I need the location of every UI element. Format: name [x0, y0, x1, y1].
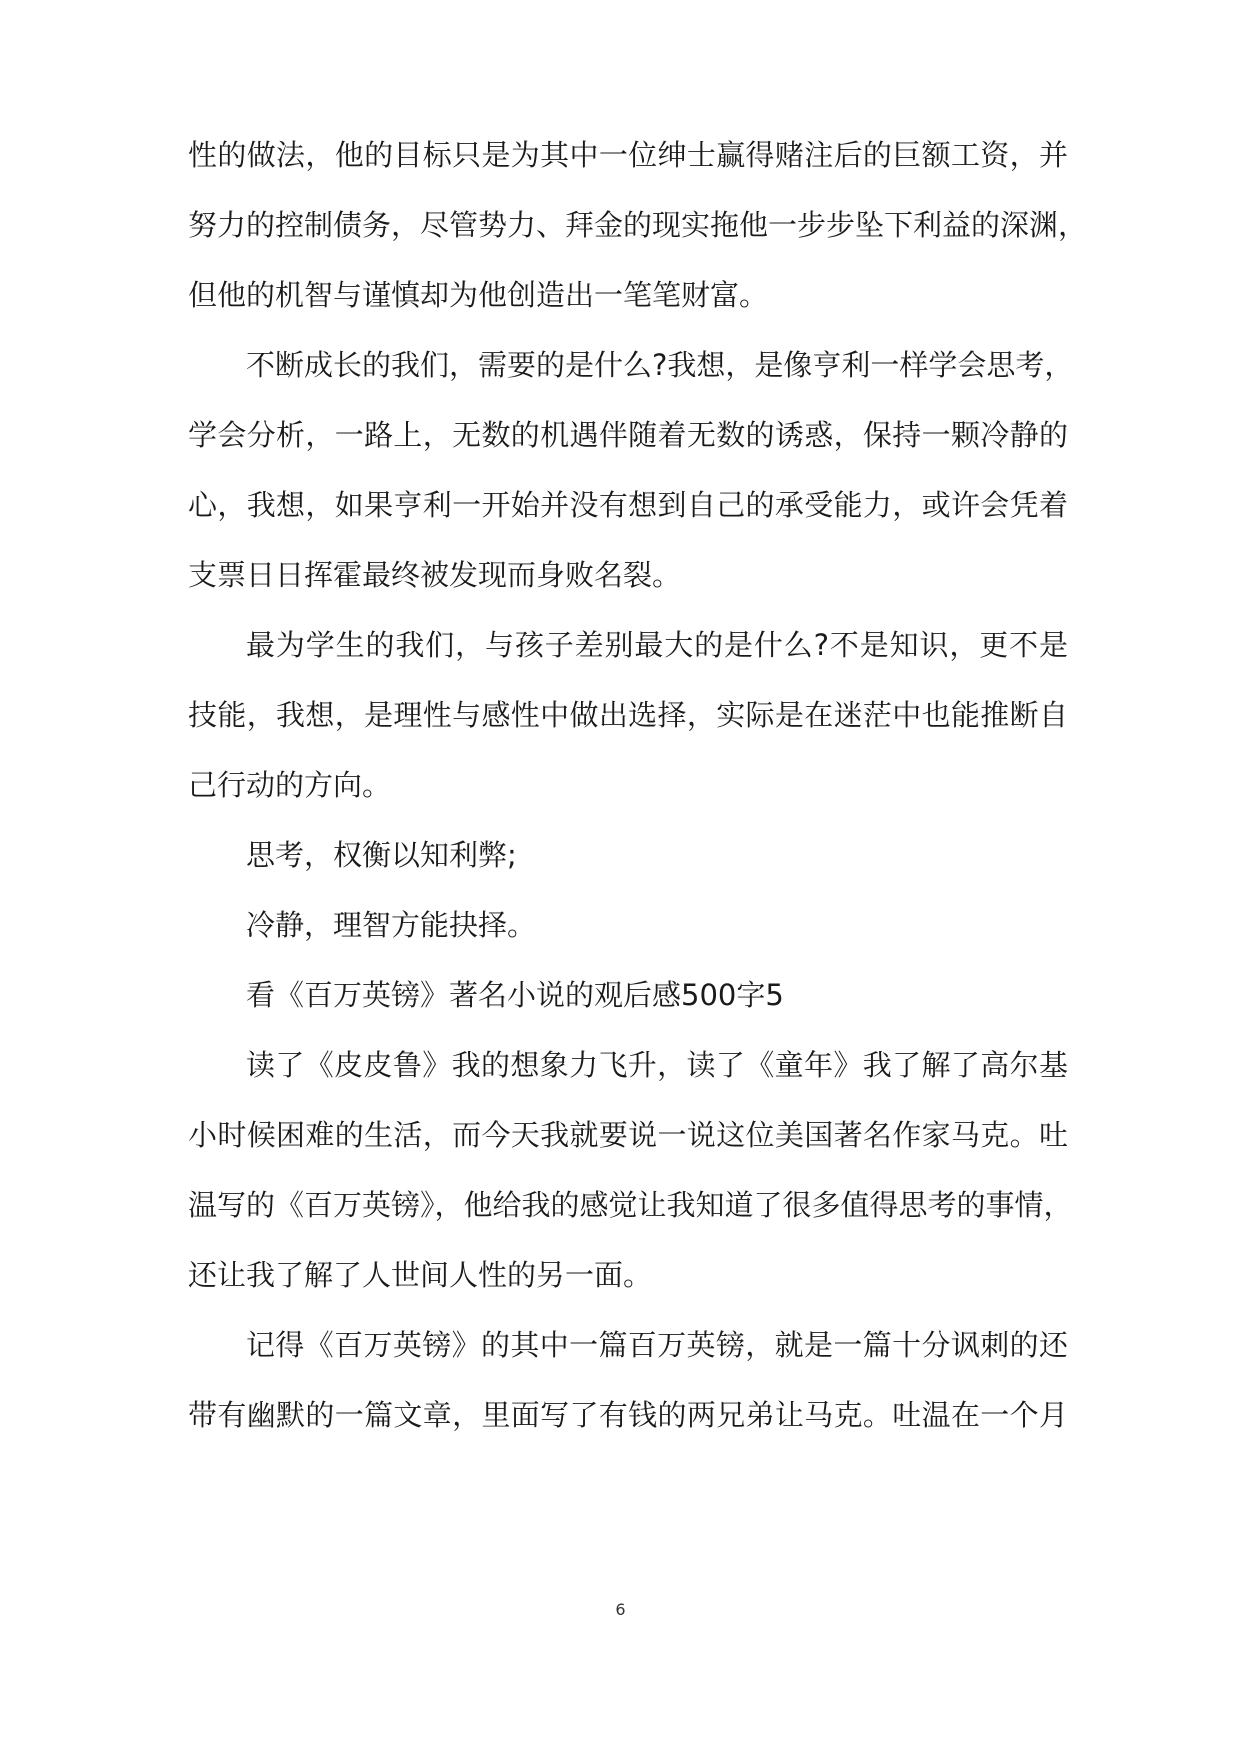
page-number: 6 — [615, 1600, 626, 1619]
text-line-2: 努力的控制债务，尽管势力、拜金的现实拖他一步步坠下利益的深渊， — [188, 208, 1088, 242]
text-line-6: 心，我想，如果亨利一开始并没有想到自己的承受能力，或许会凭着 — [188, 488, 1068, 522]
text-line-7: 支票日日挥霍最终被发现而身败名裂。 — [188, 558, 682, 592]
text-line-10: 己行动的方向。 — [188, 768, 392, 802]
text-line-4: 不断成长的我们，需要的是什么?我想，是像亨利一样学会思考， — [246, 348, 1074, 382]
text-line-5: 学会分析，一路上，无数的机遇伴随着无数的诱惑，保持一颗冷静的 — [188, 418, 1068, 452]
text-line-18: 记得《百万英镑》的其中一篇百万英镑，就是一篇十分讽刺的还 — [246, 1328, 1068, 1362]
text-line-1: 性的做法，他的目标只是为其中一位绅士赢得赌注后的巨额工资，并 — [188, 138, 1068, 172]
text-line-3: 但他的机智与谨慎却为他创造出一笔笔财富。 — [188, 278, 769, 312]
text-line-14: 读了《皮皮鲁》我的想象力飞升，读了《童年》我了解了高尔基 — [246, 1048, 1068, 1082]
text-line-12: 冷静，理智方能抉择。 — [246, 908, 537, 942]
text-line-8: 最为学生的我们，与孩子差别最大的是什么?不是知识，更不是 — [246, 628, 1068, 662]
text-line-19: 带有幽默的一篇文章，里面写了有钱的两兄弟让马克。吐温在一个月 — [188, 1398, 1068, 1432]
section-heading: 看《百万英镑》著名小说的观后感500字5 — [246, 978, 784, 1012]
text-line-11: 思考，权衡以知利弊; — [246, 838, 517, 872]
text-line-16: 温写的《百万英镑》，他给我的感觉让我知道了很多值得思考的事情， — [188, 1188, 1073, 1222]
text-line-9: 技能，我想，是理性与感性中做出选择，实际是在迷茫中也能推断自 — [188, 698, 1068, 732]
text-line-15: 小时候困难的生活，而今天我就要说一说这位美国著名作家马克。吐 — [188, 1118, 1068, 1152]
text-line-17: 还让我了解了人世间人性的另一面。 — [188, 1258, 653, 1292]
